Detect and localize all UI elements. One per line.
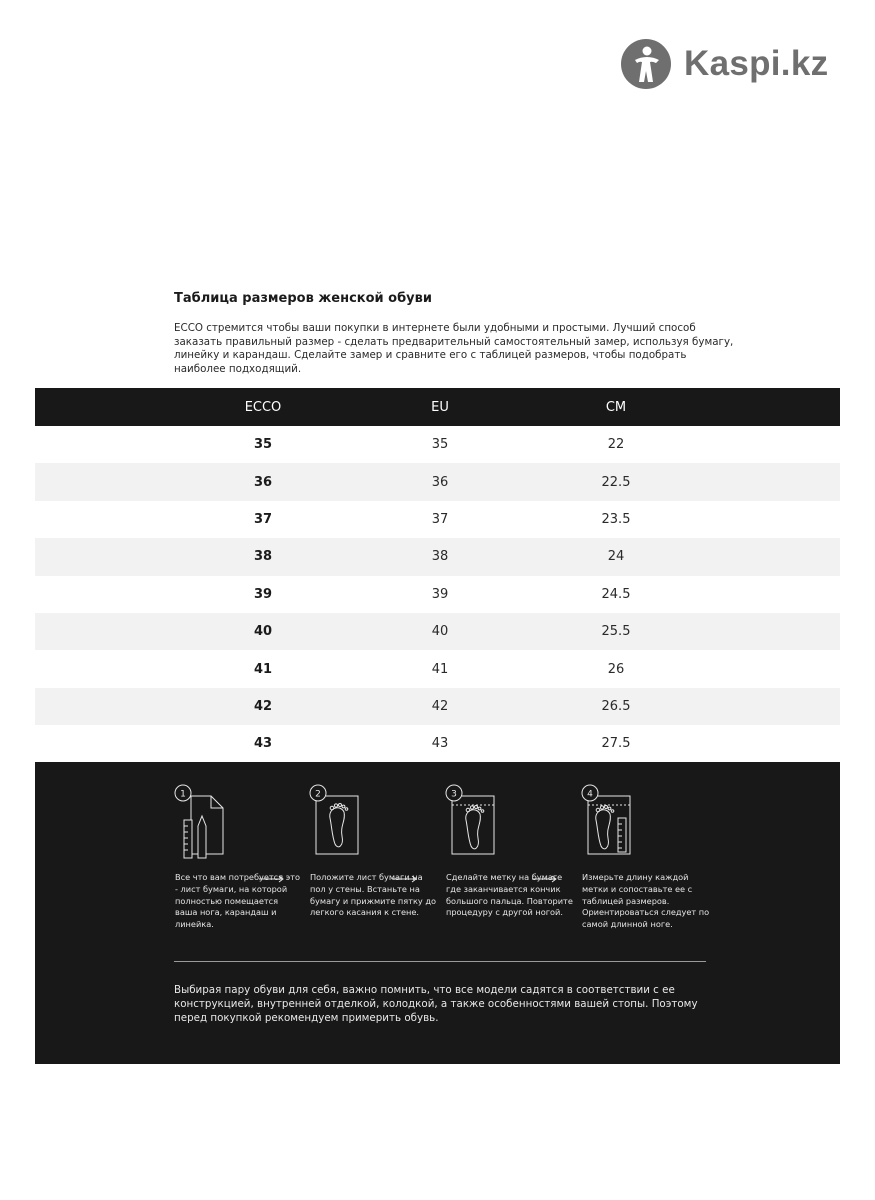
cell-eu: 35	[431, 437, 449, 453]
table-header	[35, 388, 840, 426]
header-cm: CM	[605, 399, 627, 415]
cell-cm: 26.5	[601, 698, 631, 714]
step-1	[173, 782, 303, 930]
cell-ecco: 37	[253, 511, 273, 527]
step-2-number: 2	[315, 789, 321, 800]
fitting-note: Выбирая пару обуви для себя, важно помнить, что все модели садятся в соответствии с ее конструкцией, внутренней отделкой, колодкой, а также особенностями вашей стопы. Поэтому перед покупкой рекомендуем примерить обувь.	[174, 984, 698, 1024]
intro-section	[174, 291, 734, 376]
step-4-number: 4	[587, 789, 593, 800]
intro-description: ECCO стремится чтобы ваши покупки в интернете были удобными и простыми. Лучший способ заказать правильный размер - сделать предварительный самостоятельный замер, используя бумагу, линейку и карандаш. Сделайте замер и сравните его с таблицей размеров, чтобы подобрать наиболее подходящий.	[174, 322, 734, 375]
arrow-right-icon	[392, 875, 418, 883]
cell-ecco: 35	[253, 437, 273, 453]
table-row	[35, 688, 840, 725]
cell-ecco: 38	[253, 549, 273, 565]
step-3-number: 3	[451, 789, 457, 800]
paper-ruler-pencil-icon	[173, 782, 233, 862]
table-row	[35, 501, 840, 538]
cell-cm: 25.5	[601, 624, 631, 640]
brand-name: Kaspi.kz	[684, 44, 829, 83]
header-eu: EU	[431, 399, 449, 415]
step-2	[308, 782, 438, 918]
cell-ecco: 41	[253, 661, 273, 677]
step-1-number: 1	[180, 789, 186, 800]
cell-cm: 26	[607, 661, 625, 677]
cell-cm: 23.5	[601, 511, 631, 527]
cell-eu: 36	[431, 474, 449, 490]
cell-eu: 42	[431, 698, 449, 714]
table-row	[35, 650, 840, 687]
foot-on-paper-icon	[308, 782, 368, 862]
cell-eu: 37	[431, 511, 449, 527]
cell-ecco: 40	[253, 624, 273, 640]
cell-cm: 24.5	[601, 586, 631, 602]
cell-cm: 27.5	[601, 736, 631, 752]
cell-eu: 38	[431, 549, 449, 565]
table-row	[35, 463, 840, 500]
cell-cm: 24	[607, 549, 625, 565]
table-row	[35, 613, 840, 650]
cell-eu: 43	[431, 736, 449, 752]
page-title: Таблица размеров женской обуви	[174, 291, 432, 306]
cell-cm: 22	[607, 437, 625, 453]
divider	[174, 961, 706, 962]
step-3	[444, 782, 574, 918]
cell-ecco: 43	[253, 736, 273, 752]
step-3-text: Сделайте метку на бумаге где заканчивается кончик большого пальца. Повторите процедуру с другой ногой.	[446, 872, 573, 918]
cell-eu: 41	[431, 661, 449, 677]
table-row	[35, 538, 840, 575]
cell-cm: 22.5	[601, 474, 631, 490]
step-4-text: Измерьте длину каждой метки и сопоставьте ее с таблицей размеров. Ориентироваться следует по самой длинной ноге.	[582, 872, 710, 930]
measuring-guide	[35, 762, 840, 1064]
cell-ecco: 39	[253, 586, 273, 602]
measure-length-icon	[580, 782, 640, 862]
arrow-right-icon	[259, 875, 285, 883]
step-2-text: Положите лист бумаги на пол у стены. Встаньте на бумагу и прижмите пятку до легкого касания к стене.	[310, 872, 437, 918]
table-row	[35, 426, 840, 463]
arrow-right-icon	[532, 875, 558, 883]
table-row	[35, 576, 840, 613]
brand-logo[interactable]	[620, 38, 845, 90]
size-table	[35, 388, 840, 763]
table-row	[35, 725, 840, 762]
cell-ecco: 36	[253, 474, 273, 490]
mark-toe-icon	[444, 782, 504, 862]
step-4	[580, 782, 710, 930]
step-1-text: Все что вам потребуется это - лист бумаги, на которой полностью помещается ваша нога, карандаш и линейка.	[175, 872, 300, 930]
header-ecco: ECCO	[244, 399, 282, 415]
cell-eu: 39	[431, 586, 449, 602]
cell-eu: 40	[431, 624, 449, 640]
cell-ecco: 42	[253, 698, 273, 714]
kaspi-logo-icon	[620, 38, 672, 90]
